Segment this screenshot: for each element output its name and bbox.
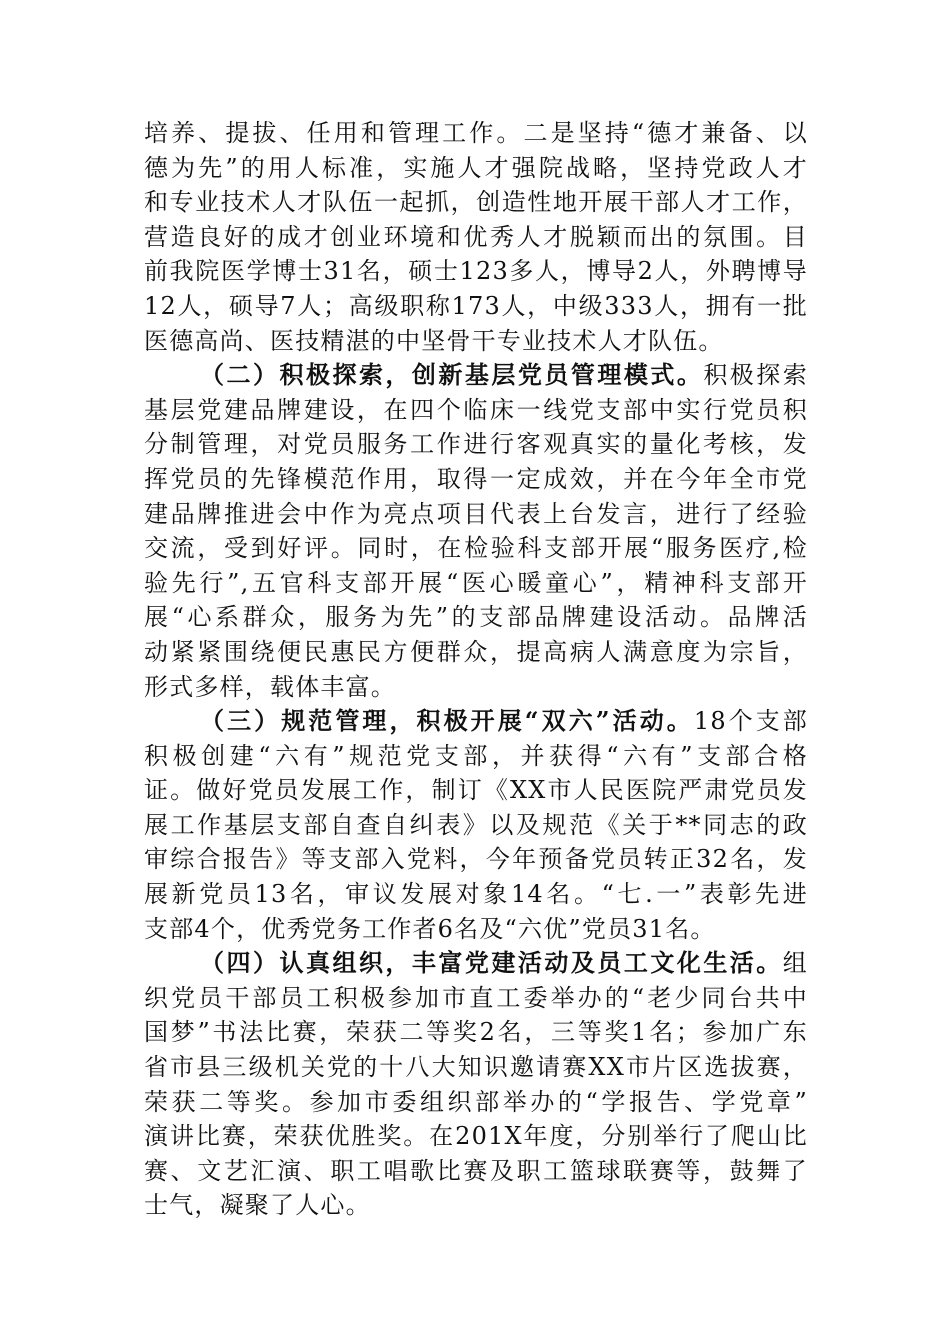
text-line: 德为先”的用人标准，实施人才强院战略，坚持党政人才 — [144, 153, 808, 182]
text-line: 基层党建品牌建设，在四个临床一线党支部中实行党员积 — [144, 395, 808, 424]
paragraph-culture-activities — [144, 946, 808, 1223]
text-line — [144, 704, 808, 739]
paragraph-double-six — [144, 704, 808, 946]
text-line: 国梦”书法比赛，荣获二等奖2名，三等奖1名；参加广东 — [144, 1018, 808, 1047]
text-line: 分制管理，对党员服务工作进行客观真实的量化考核，发 — [144, 430, 808, 459]
text-run: 18个支部 — [693, 707, 808, 736]
text-line: 士气，凝聚了人心。 — [144, 1191, 371, 1220]
text-line: 形式多样，载体丰富。 — [144, 672, 396, 701]
text-run: 积极探索 — [703, 361, 808, 390]
text-line: 演讲比赛，荣获优胜奖。在201X年度，分别举行了爬山比 — [144, 1122, 808, 1151]
text-line: 审综合报告》等支部入党料，今年预备党员转正32名，发 — [144, 845, 808, 874]
text-line: 营造良好的成才创业环境和优秀人才脱颖而出的氛围。目 — [144, 222, 808, 251]
text-line: 积极创建“六有”规范党支部，并获得“六有”支部合格 — [144, 741, 808, 770]
text-run: 组 — [782, 949, 808, 978]
text-line: 交流，受到好评。同时，在检验科支部开展“服务医疗,检 — [144, 534, 808, 563]
text-line: 证。做好党员发展工作，制订《XX市人民医院严肃党员发 — [144, 776, 808, 805]
paragraph-party-member-management — [144, 358, 808, 704]
document-body — [144, 116, 808, 1223]
text-line: 挥党员的先锋模范作用，取得一定成效，并在今年全市党 — [144, 464, 808, 493]
text-line: 培养、提拔、任用和管理工作。二是坚持“德才兼备、以 — [144, 119, 808, 147]
text-line: 前我院医学博士31名，硕士123多人，博导2人，外聘博导 — [144, 257, 808, 286]
text-line: 展工作基层支部自查自纠表》以及规范《关于**同志的政 — [144, 810, 808, 839]
text-line: 动紧紧围绕便民惠民方便群众，提高病人满意度为宗旨， — [144, 637, 808, 666]
text-line: 展“心系群众，服务为先”的支部品牌建设活动。品牌活 — [144, 603, 808, 632]
section-heading: （四）认真组织，丰富党建活动及员工文化生活。 — [200, 948, 783, 978]
text-line: 建品牌推进会中作为亮点项目代表上台发言，进行了经验 — [144, 499, 808, 528]
section-heading: （三）规范管理，积极开展“双六”活动。 — [200, 706, 694, 736]
text-line: 展新党员13名，审议发展对象14名。“七.一”表彰先进 — [144, 880, 808, 909]
paragraph-talent — [144, 116, 808, 358]
text-line: 荣获二等奖。参加市委组织部举办的“学报告、学党章” — [144, 1087, 808, 1116]
text-line: 省市县三级机关党的十八大知识邀请赛XX市片区选拔赛， — [144, 1053, 808, 1082]
section-heading: （二）积极探索，创新基层党员管理模式。 — [200, 360, 704, 390]
text-line: 医德高尚、医技精湛的中坚骨干专业技术人才队伍。 — [144, 326, 724, 355]
text-line: 12人，硕导7人；高级职称173人，中级333人，拥有一批 — [144, 291, 808, 320]
text-line: 支部4个，优秀党务工作者6名及“六优”党员31名。 — [144, 914, 716, 943]
text-line: 织党员干部员工积极参加市直工委举办的“老少同台共中 — [144, 983, 808, 1012]
text-line — [144, 358, 808, 393]
text-line: 验先行”,五官科支部开展“医心暖童心”，精神科支部开 — [144, 568, 808, 597]
text-line: 和专业技术人才队伍一起抓，创造性地开展干部人才工作， — [144, 188, 808, 217]
text-line: 赛、文艺汇演、职工唱歌比赛及职工篮球联赛等，鼓舞了 — [144, 1156, 808, 1185]
text-line — [144, 946, 808, 981]
